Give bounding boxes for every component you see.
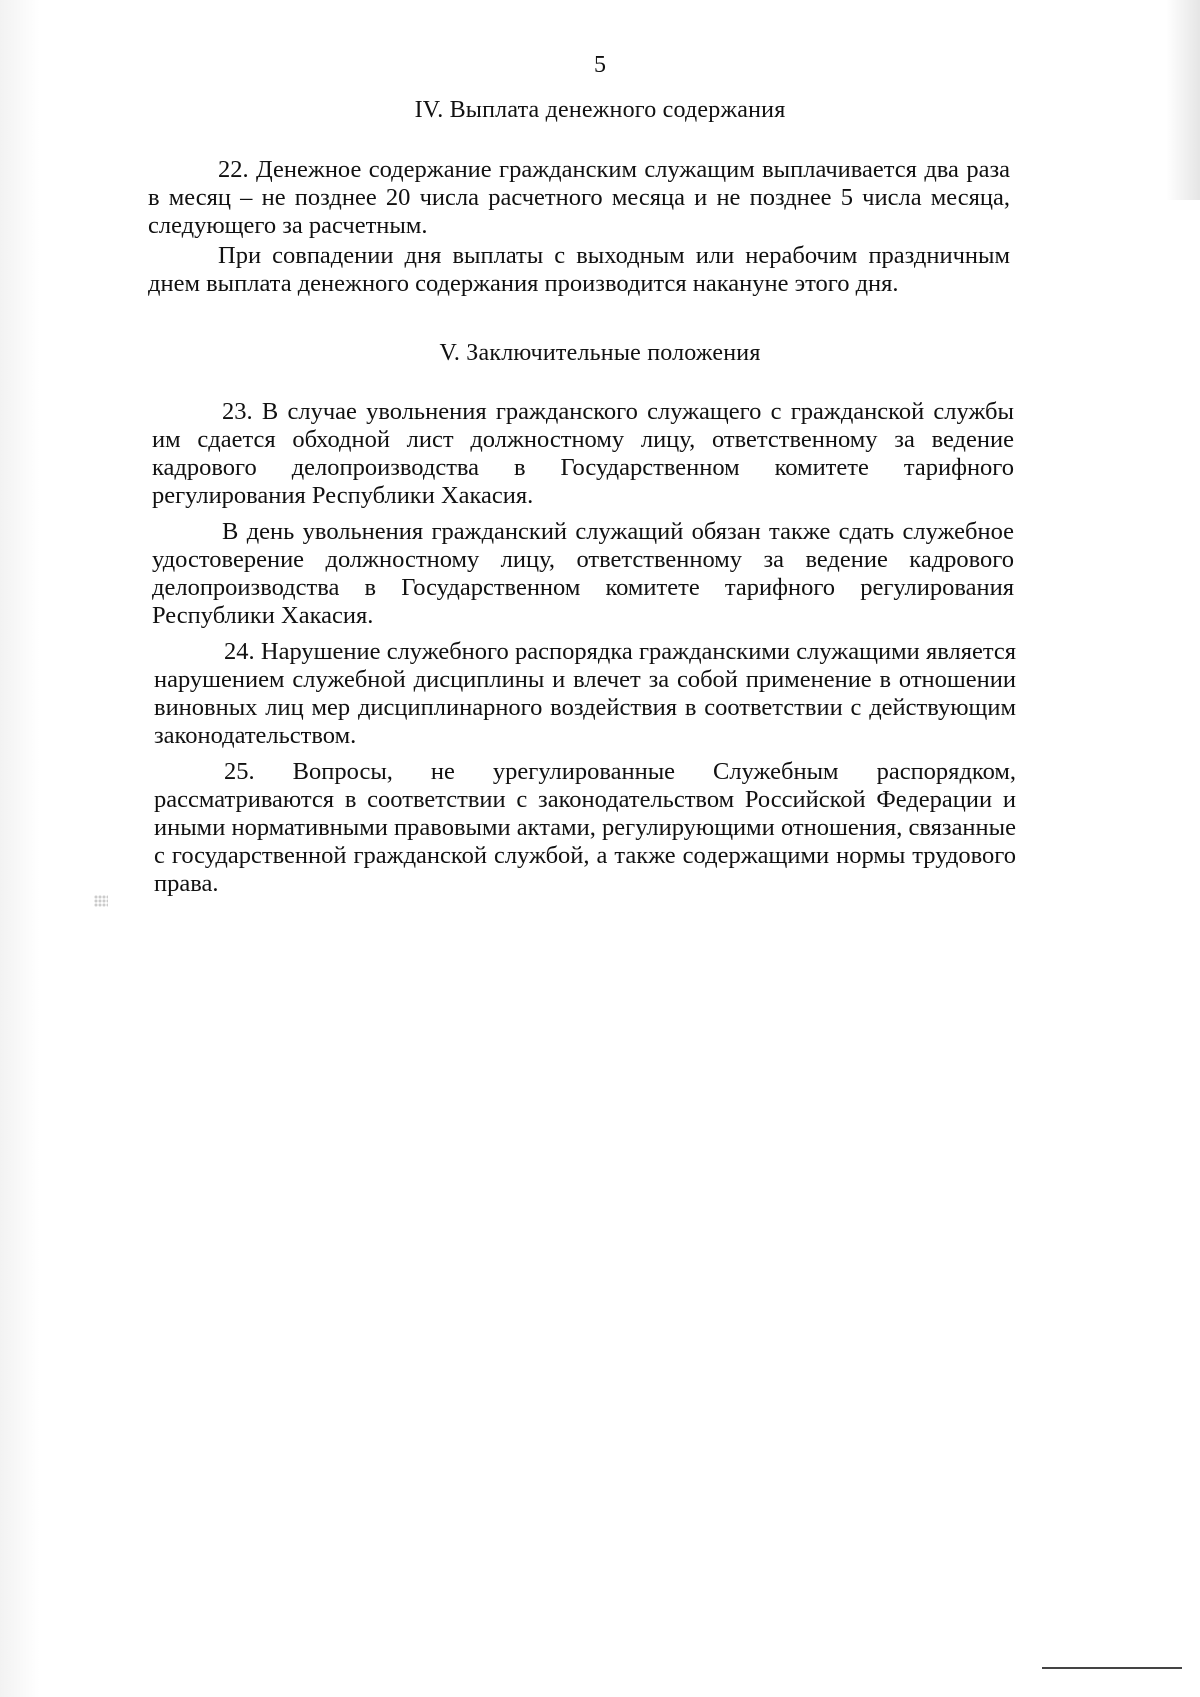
paragraph-22: 22. Денежное содержание гражданским служащим выплачивается два раза в месяц – не позднее 20 числа расчетного месяца и не позднее 5 числа месяца, следующего за расчетным. bbox=[148, 156, 1010, 239]
section-4-heading: IV. Выплата денежного содержания bbox=[414, 97, 786, 123]
page-number: 5 bbox=[594, 52, 606, 78]
scan-edge-left bbox=[0, 0, 40, 1697]
section-5-heading: V. Заключительные положения bbox=[439, 340, 761, 366]
paragraph-23: 23. В случае увольнения гражданского служащего с гражданской службы им сдается обходной лист должностному лицу, ответственному за ведение кадрового делопроизводства в Государственном комитете тарифного регулирования Республики Хакасия. bbox=[152, 398, 1014, 509]
paragraph-25: 25. Вопросы, не урегулированные Служебным распорядком, рассматриваются в соответствии с законодательством Российской Федерации и иными нормативными правовыми актами, регулирующими отношения, связанные с государственной гражданской службой, а также содержащими нормы трудового права. bbox=[154, 758, 1016, 897]
bottom-rule bbox=[1042, 1667, 1182, 1669]
paragraph-22-payday: При совпадении дня выплаты с выходным или нерабочим праздничным днем выплата денежного содержания производится накануне этого дня. bbox=[148, 242, 1010, 297]
paragraph-24: 24. Нарушение служебного распорядка гражданскими служащими является нарушением служебной дисциплины и влечет за собой применение в отношении виновных лиц мер дисциплинарного воздействия в соответствии с действующим законодательством. bbox=[154, 638, 1016, 749]
scan-speck bbox=[94, 895, 108, 907]
paragraph-23-certificate: В день увольнения гражданский служащий обязан также сдать служебное удостоверение должностному лицу, ответственному за ведение кадрового делопроизводства в Государственном комитете тарифного регулирования Республики Хакасия. bbox=[152, 518, 1014, 629]
